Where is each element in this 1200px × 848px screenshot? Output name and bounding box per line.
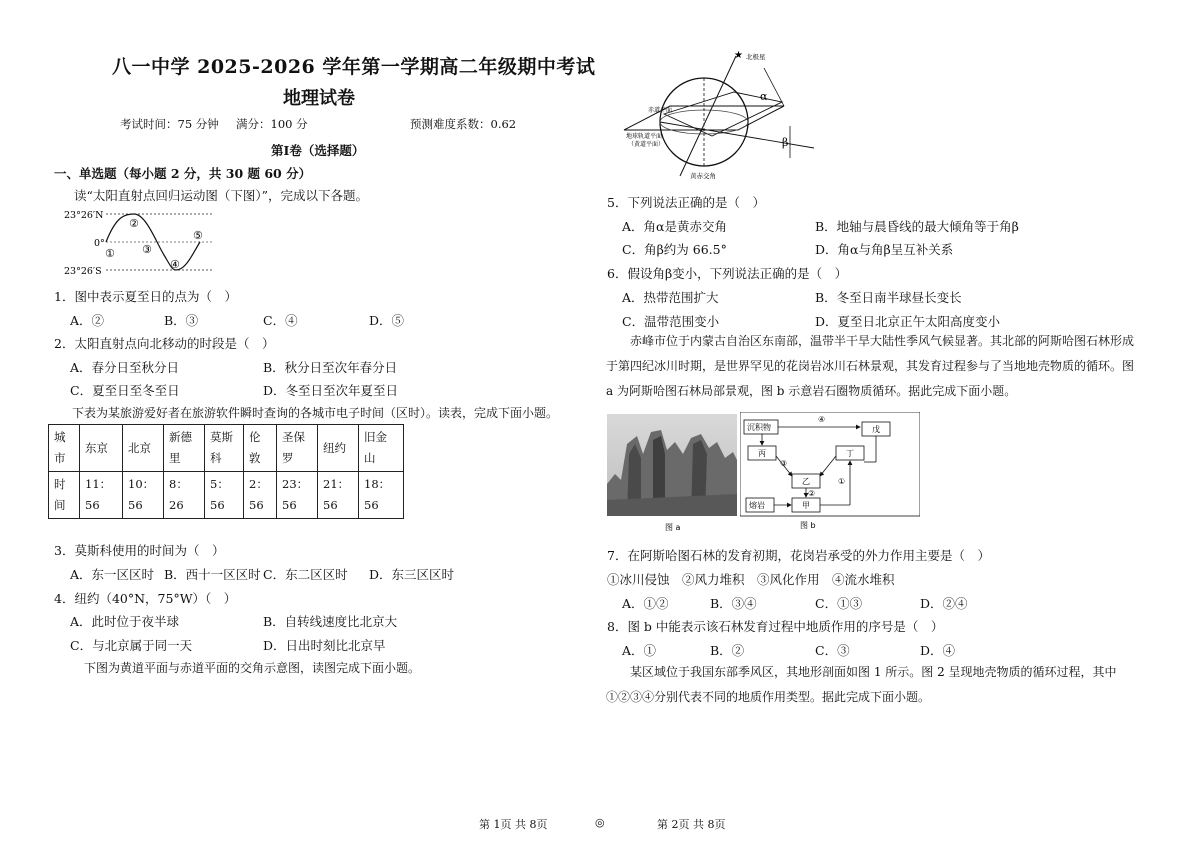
q8-option-d[interactable]: D．④ (920, 643, 956, 658)
table-row-times (49, 472, 404, 519)
fig-a-label: 图 a (665, 523, 681, 532)
q1-option-c[interactable]: C．④ (263, 313, 298, 328)
sun-point-chart (58, 205, 218, 279)
section-title: 一、单选题（每小题 2 分，共 30 题 60 分） (54, 166, 312, 181)
arrow-1: ① (838, 477, 846, 486)
q5-option-a[interactable]: A．角α是黄赤交角 (622, 219, 727, 234)
stone-forest-photo (607, 414, 737, 532)
beta-label: β (782, 136, 789, 149)
q6-option-d[interactable]: D．夏至日北京正午太阳高度变小 (815, 314, 1001, 329)
table-cell: 5：56 (205, 472, 244, 519)
node-magma: 熔岩 (749, 501, 765, 510)
exam-subtitle: 地理试卷 (283, 88, 355, 109)
table-cell: 10：56 (123, 472, 164, 519)
q3-stem: 3．莫斯科使用的时间为（ ） (54, 543, 225, 558)
q3-option-b[interactable]: B．西十一区区时 (164, 567, 261, 582)
alpha-label: α (760, 90, 768, 103)
ecliptic-label: 黄赤交角 (690, 172, 716, 180)
table-cell: 21：56 (318, 472, 359, 519)
q3-option-c[interactable]: C．东二区区时 (263, 567, 348, 582)
table-cell: 23：56 (277, 472, 318, 519)
q4-option-c[interactable]: C．与北京属于同一天 (70, 638, 193, 653)
q8-option-c[interactable]: C．③ (815, 643, 850, 658)
arrow-4: ④ (818, 415, 826, 424)
table-cell: 纽约 (318, 425, 359, 472)
table-cell: 东京 (80, 425, 123, 472)
ecliptic-figure (614, 48, 820, 182)
exam-score: 满分：100 分 (236, 117, 308, 131)
point-2: ② (129, 217, 139, 230)
table-cell: 18：56 (359, 472, 404, 519)
node-ding: 丁 (846, 449, 854, 458)
node-bing: 丙 (758, 449, 766, 458)
table-cell: 莫斯科 (205, 425, 244, 472)
q4-option-b[interactable]: B．自转线速度比北京大 (263, 614, 398, 629)
intro-sun: 读“太阳直射点回归运动图（下图）”，完成以下各题。 (74, 188, 369, 203)
q8-option-a[interactable]: A．① (622, 643, 657, 658)
q7-option-c[interactable]: C．①③ (815, 596, 863, 611)
q3-option-a[interactable]: A．东一区区时 (70, 567, 155, 582)
q7-option-b[interactable]: B．③④ (710, 596, 757, 611)
table-cell: 新德里 (164, 425, 205, 472)
table-cell: 2：56 (244, 472, 277, 519)
exam-time: 考试时间：75 分钟 (120, 117, 219, 131)
q7-option-a[interactable]: A．①② (622, 596, 669, 611)
star-icon: ★ (734, 50, 743, 61)
point-3: ③ (142, 243, 152, 256)
q1-option-d[interactable]: D．⑤ (369, 313, 405, 328)
orbit-plane-label: 地球轨道平面 (626, 133, 663, 140)
intro-table: 下表为某旅游爱好者在旅游软件瞬时查询的各城市电子时间（区时）。读表，完成下面小题。 (72, 406, 559, 420)
exam-difficulty: 预测难度系数：0.62 (410, 117, 517, 131)
q5-option-d[interactable]: D．角α与角β呈互补关系 (815, 242, 954, 257)
q5-option-b[interactable]: B．地轴与晨昏线的最大倾角等于角β (815, 219, 1019, 234)
q8-stem: 8．图 b 中能表示该石林发育过程中地质作用的序号是（ ） (607, 619, 944, 634)
q2-option-d[interactable]: D．冬至日至次年夏至日 (263, 383, 399, 398)
point-5: ⑤ (193, 229, 203, 242)
q2-option-c[interactable]: C．夏至日至冬至日 (70, 383, 180, 398)
orbit-plane-label-2: （黄道平面） (628, 141, 665, 148)
sun-curve (106, 214, 200, 270)
node-yi: 乙 (802, 477, 810, 486)
q7-option-d[interactable]: D．②④ (920, 596, 968, 611)
node-jia: 甲 (802, 501, 810, 510)
table-cell: 北京 (123, 425, 164, 472)
q7-stem: 7．在阿斯哈图石林的发育初期，花岗岩承受的外力作用主要是（ ） (607, 548, 990, 563)
intro-rock: 赤峰市位于内蒙古自治区东南部，温带半干旱大陆性季风气候显著。其北部的阿斯哈图石林形成于第四纪冰川时期，是世界罕见的花岗岩冰川石林景观，其发育过程参与了当地地壳物质的循环。图 a 为阿斯哈图石林局部景观，图 b 示意岩石圈物质循环。据此完成下面小题。 (606, 334, 1135, 398)
q7-statements: ①冰川侵蚀 ②风力堆积 ③风化作用 ④流水堆积 (607, 572, 895, 587)
q3-option-d[interactable]: D．东三区区时 (369, 567, 455, 582)
table-cell: 8：26 (164, 472, 205, 519)
q2-option-b[interactable]: B．秋分日至次年春分日 (263, 360, 398, 375)
arrow-2: ② (808, 489, 816, 498)
point-4: ④ (170, 258, 180, 271)
q5-stem: 5．下列说法正确的是（ ） (607, 195, 765, 210)
table-cell: 伦敦 (244, 425, 277, 472)
part-title: 第Ⅰ卷（选择题） (271, 143, 365, 158)
q4-stem: 4．纽约（40°N，75°W）（ ） (54, 591, 237, 606)
q6-option-c[interactable]: C．温带范围变小 (622, 314, 720, 329)
node-sediment: 沉积物 (747, 423, 771, 432)
arrow-3: ③ (780, 459, 788, 468)
q4-option-d[interactable]: D．日出时刻比北京早 (263, 638, 386, 653)
exam-title: 八一中学 2025-2026 学年第一学期高二年级期中考试 (112, 56, 596, 78)
table-row-cities (49, 425, 404, 472)
intro-plane: 下图为黄道平面与赤道平面的交角示意图，读图完成下面小题。 (84, 661, 421, 675)
earth-circle (660, 78, 748, 166)
table-header-time: 时间 (49, 472, 80, 519)
q4-option-a[interactable]: A．此时位于夜半球 (70, 614, 180, 629)
fig-b-label: 图 b (800, 521, 816, 530)
q6-option-a[interactable]: A．热带范围扩大 (622, 290, 719, 305)
table-cell: 11：56 (80, 472, 123, 519)
q6-option-b[interactable]: B．冬至日南半球昼长变长 (815, 290, 962, 305)
equator-plane-label: 赤道平面 (648, 107, 673, 114)
table-header-city: 城市 (49, 425, 80, 472)
intro-last: 某区域位于我国东部季风区，其地形剖面如图 1 所示。图 2 呈现地壳物质的循环过程，其中①②③④分别代表不同的地质作用类型。据此完成下面小题。 (606, 665, 1117, 704)
q2-stem: 2．太阳直射点向北移动的时段是（ ） (54, 336, 275, 351)
footer-page-1: 第 1页 共 8页 (479, 818, 548, 831)
lat-0-label: 0° (94, 238, 105, 249)
q1-stem: 1．图中表示夏至日的点为（ ） (54, 289, 237, 304)
node-wu: 戊 (872, 425, 880, 434)
lat-s-label: 23°26′S (64, 266, 102, 277)
q6-stem: 6．假设角β变小，下列说法正确的是（ ） (607, 266, 848, 281)
table-cell: 旧金山 (359, 425, 404, 472)
q1-option-a[interactable]: A．② (70, 313, 105, 328)
q8-option-b[interactable]: B．② (710, 643, 745, 658)
footer-page-2: 第 2页 共 8页 (657, 818, 726, 831)
lat-n-label: 23°26′N (64, 210, 104, 221)
q1-option-b[interactable]: B．③ (164, 313, 199, 328)
timezone-table (48, 424, 404, 519)
q5-option-c[interactable]: C．角β约为 66.5° (622, 242, 727, 257)
q2-option-a[interactable]: A．春分日至秋分日 (70, 360, 180, 375)
star-label: 北极星 (746, 53, 766, 61)
rock-cycle-diagram (740, 412, 920, 532)
footer-mark: ◎ (595, 816, 605, 829)
table-cell: 圣保罗 (277, 425, 318, 472)
point-1: ① (105, 247, 115, 260)
earth-axis (680, 56, 736, 176)
